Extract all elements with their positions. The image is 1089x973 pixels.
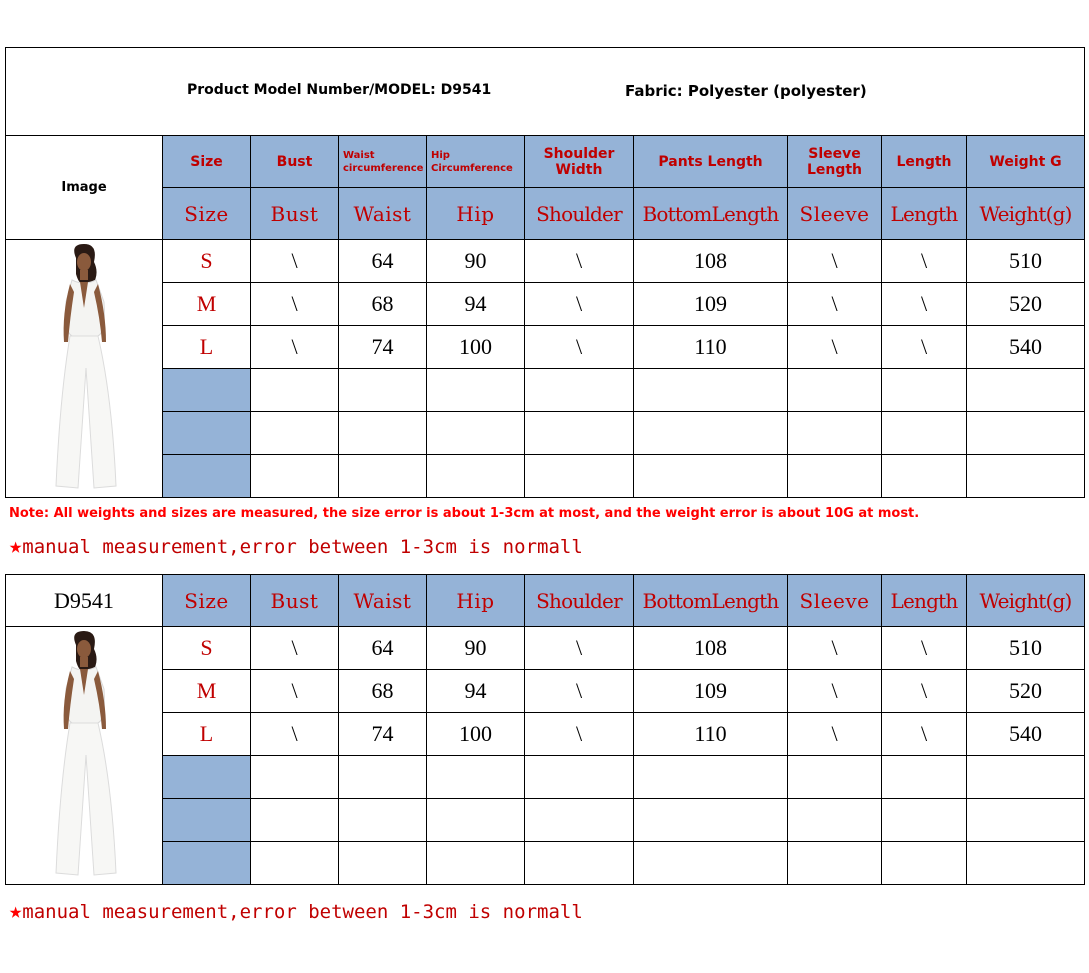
hdr-shoulder-big: Shoulder <box>525 188 634 240</box>
hdr-weight: Weight G <box>967 136 1085 188</box>
hdr-bust-big: Bust <box>251 575 339 627</box>
bottomlength-cell: 108 <box>634 627 788 670</box>
model-cell: D9541 <box>6 575 163 627</box>
sleeve-cell: \ <box>788 283 882 326</box>
image-header: Image <box>6 136 163 240</box>
hdr-shoulder: Shoulder Width <box>525 136 634 188</box>
size-cell: S <box>163 627 251 670</box>
hdr-shoulder-big: Shoulder <box>525 575 634 627</box>
empty-row <box>6 369 1085 412</box>
shoulder-cell: \ <box>525 283 634 326</box>
hdr-sleeve: Sleeve Length <box>788 136 882 188</box>
hdr-waist-big: Waist <box>339 575 427 627</box>
hdr-weight-big: Weight(g) <box>967 575 1085 627</box>
bust-cell: \ <box>251 283 339 326</box>
size-cell: L <box>163 326 251 369</box>
size-table-1 <box>5 47 1085 498</box>
shoulder-cell: \ <box>525 627 634 670</box>
hip-cell: 100 <box>427 713 525 756</box>
weight-cell: 540 <box>967 713 1085 756</box>
shoulder-cell: \ <box>525 713 634 756</box>
bottomlength-cell: 110 <box>634 326 788 369</box>
waist-cell: 68 <box>339 283 427 326</box>
product-image <box>6 240 163 498</box>
product-image <box>6 627 163 885</box>
bottomlength-cell: 108 <box>634 240 788 283</box>
size-cell: M <box>163 283 251 326</box>
shoulder-cell: \ <box>525 240 634 283</box>
shoulder-cell: \ <box>525 670 634 713</box>
sleeve-cell: \ <box>788 326 882 369</box>
model-figure-icon <box>36 244 136 494</box>
manual-note-2 <box>9 899 583 924</box>
empty-row <box>6 412 1085 455</box>
sleeve-cell: \ <box>788 670 882 713</box>
hdr-weight-big: Weight(g) <box>967 188 1085 240</box>
weight-cell: 510 <box>967 627 1085 670</box>
hdr-sleeve-big: Sleeve <box>788 188 882 240</box>
weight-cell: 520 <box>967 283 1085 326</box>
model-number: Product Model Number/MODEL: D9541 <box>187 82 492 98</box>
bust-cell: \ <box>251 670 339 713</box>
hdr-hip: Hip Circumference <box>427 136 525 188</box>
length-cell: \ <box>882 283 967 326</box>
title-row <box>6 48 1085 136</box>
weight-cell: 520 <box>967 670 1085 713</box>
bust-cell: \ <box>251 326 339 369</box>
empty-row <box>6 455 1085 498</box>
manual-note-1 <box>9 534 583 559</box>
waist-cell: 74 <box>339 326 427 369</box>
hdr-hip-big: Hip <box>427 188 525 240</box>
manual-text: manual measurement,error between 1-3cm is normall <box>22 901 583 923</box>
bust-cell: \ <box>251 240 339 283</box>
hdr-size: Size <box>163 136 251 188</box>
hdr-pants-length: Pants Length <box>634 136 788 188</box>
model-figure-icon <box>36 631 136 881</box>
hdr-waist-big: Waist <box>339 188 427 240</box>
sleeve-cell: \ <box>788 713 882 756</box>
hdr-length-big: Length <box>882 575 967 627</box>
hdr-bottomlength-big: BottomLength <box>634 575 788 627</box>
shoulder-cell: \ <box>525 326 634 369</box>
hip-cell: 94 <box>427 670 525 713</box>
manual-text: manual measurement,error between 1-3cm is normall <box>22 536 583 558</box>
hdr-size-big: Size <box>163 575 251 627</box>
size-cell: L <box>163 713 251 756</box>
length-cell: \ <box>882 670 967 713</box>
waist-cell: 74 <box>339 713 427 756</box>
hdr-bust: Bust <box>251 136 339 188</box>
empty-row <box>6 842 1085 885</box>
hdr-waist: Waist circumference <box>339 136 427 188</box>
star-icon: ★ <box>9 899 23 924</box>
hdr-sleeve-big: Sleeve <box>788 575 882 627</box>
size-cell: M <box>163 670 251 713</box>
hip-cell: 90 <box>427 240 525 283</box>
hdr-size-big: Size <box>163 188 251 240</box>
bottomlength-cell: 109 <box>634 670 788 713</box>
bottomlength-cell: 109 <box>634 283 788 326</box>
length-cell: \ <box>882 627 967 670</box>
hip-cell: 90 <box>427 627 525 670</box>
length-cell: \ <box>882 713 967 756</box>
length-cell: \ <box>882 326 967 369</box>
empty-row <box>6 799 1085 842</box>
weight-cell: 540 <box>967 326 1085 369</box>
waist-cell: 64 <box>339 240 427 283</box>
bust-cell: \ <box>251 713 339 756</box>
hdr-hip-big: Hip <box>427 575 525 627</box>
hip-cell: 94 <box>427 283 525 326</box>
star-icon: ★ <box>9 534 23 559</box>
empty-row <box>6 756 1085 799</box>
note-text: Note: All weights and sizes are measured, the size error is about 1-3cm at most, and the weight error is about 10G at most. <box>9 506 920 521</box>
sleeve-cell: \ <box>788 240 882 283</box>
hdr-bottomlength-big: BottomLength <box>634 188 788 240</box>
weight-cell: 510 <box>967 240 1085 283</box>
size-table-2 <box>5 574 1085 885</box>
sleeve-cell: \ <box>788 627 882 670</box>
hip-cell: 100 <box>427 326 525 369</box>
size-cell: S <box>163 240 251 283</box>
hdr-bust-big: Bust <box>251 188 339 240</box>
waist-cell: 68 <box>339 670 427 713</box>
bottomlength-cell: 110 <box>634 713 788 756</box>
hdr-length: Length <box>882 136 967 188</box>
length-cell: \ <box>882 240 967 283</box>
hdr-length-big: Length <box>882 188 967 240</box>
bust-cell: \ <box>251 627 339 670</box>
fabric-info: Fabric: Polyester (polyester) <box>625 82 867 100</box>
waist-cell: 64 <box>339 627 427 670</box>
